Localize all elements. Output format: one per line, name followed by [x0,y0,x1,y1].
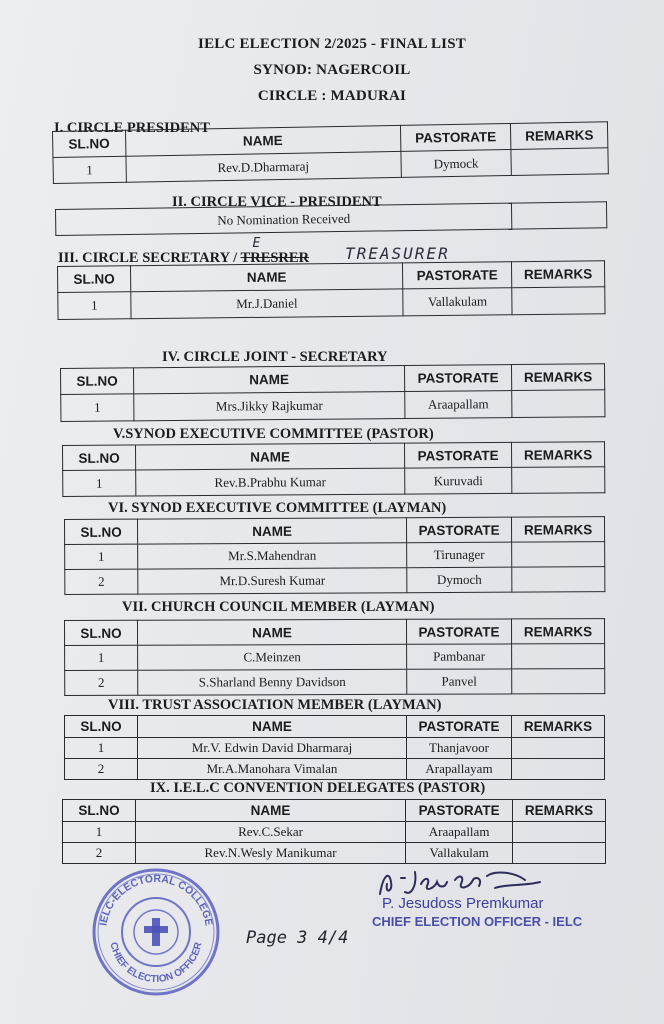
cell-slno: 1 [65,544,138,569]
no-nomination-note: No Nomination Received [56,203,513,235]
col-name: NAME [135,800,405,822]
section-title-synod-exec-layman: VI. SYNOD EXECUTIVE COMMITTEE (LAYMAN) [108,500,447,516]
cell-slno: 2 [65,670,138,695]
section-title-synod-exec-pastor: V.SYNOD EXECUTIVE COMMITTEE (PASTOR) [113,426,434,442]
col-pastorate: PASTORATE [406,517,511,543]
table-header-row [63,800,606,822]
col-remarks: REMARKS [511,122,608,150]
seal-text-bottom: CHIEF ELECTION OFFICER [107,941,205,986]
cell-name: Rev.C.Sekar [135,822,405,843]
table-row [58,287,605,320]
cell-remarks [512,542,605,567]
cell-remarks [511,148,608,176]
table-president [52,121,609,184]
cell-name: Rev.B.Prabhu Kumar [136,468,405,496]
cell-slno: 1 [65,738,138,759]
cell-slno: 1 [61,394,134,422]
signature-title: CHIEF ELECTION OFFICER - IELC [372,914,583,929]
col-name: NAME [138,518,407,544]
col-slno: SL.NO [63,800,136,822]
cell-remarks [512,644,605,669]
col-name: NAME [130,263,403,292]
cell-pastorate: Vallakulam [403,288,512,316]
col-pastorate: PASTORATE [406,800,513,822]
cell-remarks [512,467,605,494]
col-remarks: REMARKS [512,261,605,288]
col-slno: SL.NO [61,368,134,395]
cell-name: Mr.J.Daniel [131,289,404,319]
table-row [63,467,605,497]
col-name: NAME [134,365,405,393]
col-name: NAME [138,716,407,738]
col-pastorate: PASTORATE [406,619,511,644]
cell-slno: 2 [63,843,136,864]
col-remarks: REMARKS [511,619,604,644]
cell-name: Mr.D.Suresh Kumar [138,568,407,594]
col-pastorate: PASTORATE [403,262,512,289]
table-header-row [65,517,605,545]
col-remarks: REMARKS [511,442,604,468]
cell-pastorate: Panvel [407,669,512,694]
cell-name: Mr.A.Manohara Vimalan [138,759,407,780]
cell-slno: 1 [53,156,126,183]
table-row [65,759,605,780]
table-synod-exec-pastor [62,441,605,497]
cell-pastorate: Dymock [401,149,512,177]
col-name: NAME [136,443,405,470]
section-title-president: I. CIRCLE PRESIDENT [54,120,210,136]
cell-slno: 1 [65,645,138,670]
cell-remarks [512,669,605,694]
col-name: NAME [125,125,400,156]
cell-slno: 2 [65,569,138,594]
cell-slno: 1 [63,470,136,497]
col-remarks: REMARKS [511,364,604,391]
cell-remarks [513,822,606,843]
cell-pastorate: Tirunager [407,542,512,568]
col-slno: SL.NO [63,445,136,471]
col-slno: SL.NO [65,519,138,544]
cell-remarks [512,567,605,592]
signature-scribble-icon [375,866,545,898]
handwritten-e: E [252,236,261,251]
col-remarks: REMARKS [513,800,606,822]
col-pastorate: PASTORATE [400,123,511,151]
cell-remarks [512,390,605,418]
cell-remarks [512,202,607,229]
circle-label: CIRCLE : MADURAI [257,88,407,104]
col-remarks: REMARKS [512,716,605,738]
col-pastorate: PASTORATE [407,716,512,738]
secretary-title-prefix: III. CIRCLE SECRETARY / [58,250,241,266]
signature-name: P. Jesudoss Premkumar [382,895,544,912]
table-row [61,390,605,422]
cell-remarks [513,843,606,864]
cell-pastorate: Vallakulam [406,843,513,864]
col-slno: SL.NO [53,130,126,157]
cell-name: Mr.V. Edwin David Dharmaraj [138,738,407,759]
col-remarks: REMARKS [511,517,604,542]
handwritten-treasurer: TREASURER [345,244,450,263]
table-convention-delegates [62,799,606,864]
cell-name: Mr.S.Mahendran [138,543,407,569]
section-title-convention-delegates: IX. I.E.L.C CONVENTION DELEGATES (PASTOR) [150,780,486,796]
table-row [65,738,605,759]
synod-label: SYNOD: NAGERCOIL [253,62,411,78]
col-pastorate: PASTORATE [404,442,511,468]
cell-pastorate: Pambanar [407,644,512,669]
handwritten-page-note: Page 3 4/4 [246,928,349,948]
table-row [65,567,605,595]
table-row [65,542,605,570]
section-title-vice-president: II. CIRCLE VICE - PRESIDENT [172,194,382,210]
cell-pastorate: Arapallayam [407,759,512,780]
cell-slno: 2 [65,759,138,780]
table-row [65,644,605,671]
cell-name: Rev.N.Wesly Manikumar [135,843,405,864]
table-joint-secretary [60,363,605,422]
col-slno: SL.NO [65,716,138,738]
cell-pastorate: Araapallam [406,822,513,843]
section-title-church-council: VII. CHURCH COUNCIL MEMBER (LAYMAN) [122,599,435,615]
col-name: NAME [138,619,407,645]
cell-slno: 1 [63,822,136,843]
section-title-joint-secretary: IV. CIRCLE JOINT - SECRETARY [162,349,388,365]
cell-pastorate: Kuruvadi [405,467,512,494]
table-church-council [64,618,605,696]
col-slno: SL.NO [65,620,138,645]
cell-pastorate: Dymoch [407,567,512,593]
cell-remarks [512,759,605,780]
cell-remarks [512,287,605,315]
table-row [63,822,606,843]
col-slno: SL.NO [58,266,131,293]
document-title: IELC ELECTION 2/2025 - FINAL LIST [198,36,466,52]
section-title-trust-association: VIII. TRUST ASSOCIATION MEMBER (LAYMAN) [108,697,442,713]
table-row [65,669,605,696]
table-secretary [57,260,606,320]
cell-name: S.Sharland Benny Davidson [138,669,407,695]
cell-pastorate: Thanjavoor [407,738,512,759]
table-header-row [63,442,605,471]
seal-text-top: IELC-ELECTORAL COLLEGE [97,872,215,927]
cell-name: C.Meinzen [138,644,407,670]
table-header-row [65,619,605,646]
cell-pastorate: Araapallam [405,391,512,419]
cell-name: Rev.D.Dharmaraj [126,151,401,182]
col-pastorate: PASTORATE [404,365,511,392]
table-synod-exec-layman [64,516,605,595]
electoral-college-seal-icon [90,866,222,998]
cell-slno: 1 [58,292,131,320]
cell-name: Mrs.Jikky Rajkumar [134,391,405,420]
table-header-row [65,716,605,738]
table-row [63,843,606,864]
secretary-title-struck: TRESRER [240,250,310,266]
table-trust-association [64,715,605,780]
cell-remarks [512,738,605,759]
